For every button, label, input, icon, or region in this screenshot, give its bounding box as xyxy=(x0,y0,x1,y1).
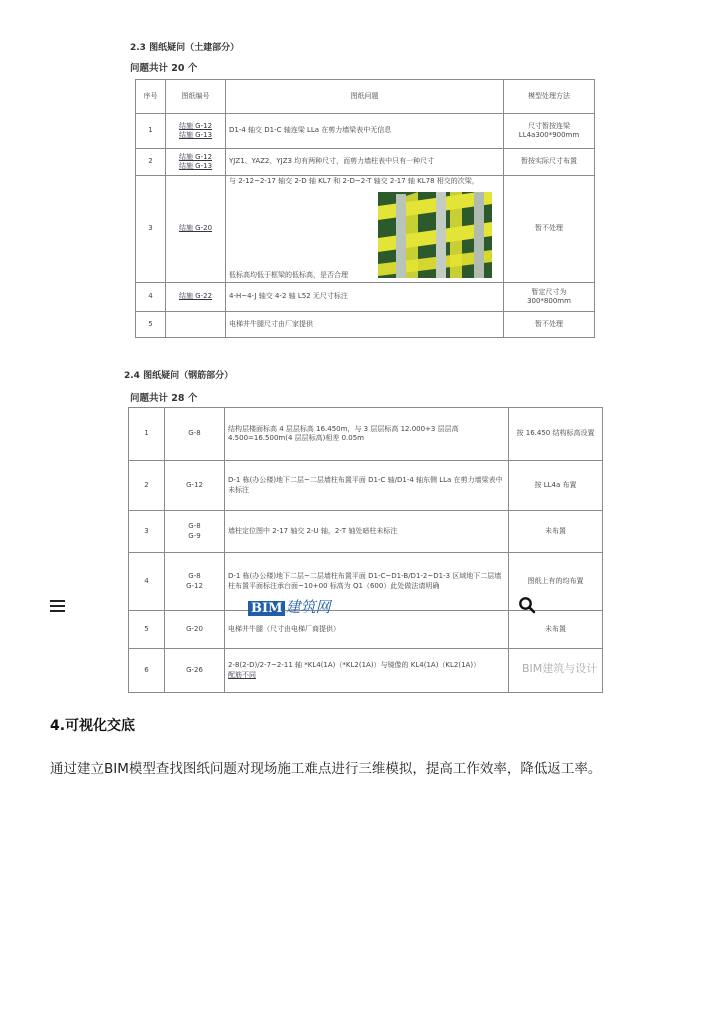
table-row xyxy=(129,611,603,649)
table-row xyxy=(129,461,603,511)
table-row xyxy=(136,283,595,312)
row-method: 图纸上有的均布置 xyxy=(509,553,603,611)
section-2-4-count: 问题共计 28 个 xyxy=(130,393,198,404)
row-issue: 电梯井牛腿（尺寸由电梯厂商提供） xyxy=(225,611,509,649)
watermark-text: BIM建筑与设计 xyxy=(522,662,598,675)
row-drawing: G-8 G-9 xyxy=(165,511,225,553)
table-row xyxy=(136,114,595,149)
row-drawing: G-26 xyxy=(165,649,225,693)
row-issue: 2-8(2-D)/2-7~2-11 轴 *KL4(1A)（*KL2(1A)）与镜像的 KL4(1A)（KL2(1A)） xyxy=(228,661,481,670)
col-header-issue: 图纸问题 xyxy=(226,80,504,114)
row-method: 按 16.450 结构标高设置 xyxy=(509,408,603,461)
section-2-3-title: 2.3 图纸疑问（土建部分） xyxy=(130,43,240,53)
table-row xyxy=(136,149,595,176)
row-method: 暂定尺寸为 300*800mm xyxy=(504,283,595,312)
row-issue: 墙柱定位图中 2-17 轴交 2-U 轴，2-T 轴处暗柱未标注 xyxy=(225,511,509,553)
row-drawing: G-20 xyxy=(165,611,225,649)
row-no: 1 xyxy=(136,114,166,149)
col-header-method: 模型处理方法 xyxy=(504,80,595,114)
section-4-heading: 4.可视化交底 xyxy=(50,718,136,734)
beam-model-graphic xyxy=(378,186,492,278)
row-method: 未布置 xyxy=(509,611,603,649)
row-no: 2 xyxy=(136,149,166,176)
row-no: 2 xyxy=(129,461,165,511)
row-no: 6 xyxy=(129,649,165,693)
row-issue-note: 低标高均低于框梁的低标高，是否合理 xyxy=(229,270,348,279)
row-no: 5 xyxy=(136,312,166,338)
hamburger-menu-icon[interactable] xyxy=(50,597,66,613)
section-2-3-count: 问题共计 20 个 xyxy=(130,63,198,74)
civil-issues-table xyxy=(135,79,595,338)
row-method: 暂不处理 xyxy=(504,312,595,338)
row-issue: D-1 栋(办公楼)地下二层~二层墙柱布置平面 D1-C 轴/D1-4 轴东侧 LLa 在剪力墙梁表中未标注 xyxy=(225,461,509,511)
table-row xyxy=(129,408,603,461)
row-method: 尺寸暂按连梁 LL4a300*900mm xyxy=(504,114,595,149)
col-header-no: 序号 xyxy=(136,80,166,114)
row-issue: 结构层楼面标高 4 层层标高 16.450m，与 3 层层标高 12.000+3 层层高 4.500=16.500m(4 层层标高)相差 0.05m xyxy=(225,408,509,461)
search-icon-graphic xyxy=(518,596,536,614)
row-no: 5 xyxy=(129,611,165,649)
row-issue: YJZ1、YAZ2、YJZ3 均有两种尺寸，而剪力墙柱表中只有一种尺寸 xyxy=(226,149,504,176)
row-method: 按 LL4a 布置 xyxy=(509,461,603,511)
beam-model-3d-image xyxy=(378,186,492,278)
section-2-4-title: 2.4 图纸疑问（钢筋部分） xyxy=(124,371,234,381)
row-drawing: G-8 xyxy=(165,408,225,461)
row-issue: 与 2-12~2-17 轴交 2-D 轴 KL7 和 2-D~2-T 轴交 2-17 轴 KL78 相交的次梁， xyxy=(229,177,479,185)
table-row xyxy=(129,511,603,553)
row-drawing: 结施 G-12 结施 G-13 xyxy=(166,114,226,149)
row-no: 4 xyxy=(136,283,166,312)
row-drawing: 结施 G-20 xyxy=(166,176,226,283)
row-drawing: G-8 G-12 xyxy=(165,553,225,611)
table-header-row xyxy=(136,80,595,114)
row-issue: 4-H~4-J 轴交 4-2 轴 L52 无尺寸标注 xyxy=(226,283,504,312)
col-header-drawing: 图纸编号 xyxy=(166,80,226,114)
row-drawing: 结施 G-22 xyxy=(166,283,226,312)
row-issue: 电梯井牛腿尺寸由厂家提供 xyxy=(226,312,504,338)
table-row xyxy=(136,312,595,338)
row-issue: D1-4 轴交 D1-C 轴连梁 LLa 在剪力墙梁表中无信息 xyxy=(226,114,504,149)
row-no: 3 xyxy=(136,176,166,283)
row-issue: D-1 栋(办公楼)地下二层~二层墙柱布置平面 D1-C~D1-B/D1-2~D1-3 区域地下二层墙柱布置平面标注承台面~10+00 标高为 Q1（600）此处做法请明确 xyxy=(225,553,509,611)
row-method: 未布置 xyxy=(509,511,603,553)
row-issue-note: 配筋不同 xyxy=(228,670,256,679)
row-method: 暂按实际尺寸布置 xyxy=(504,149,595,176)
rebar-issues-table xyxy=(128,407,603,693)
row-issue-cell xyxy=(225,649,509,693)
logo-text: 建筑网 xyxy=(285,598,331,616)
row-no: 4 xyxy=(129,553,165,611)
section-4-paragraph: 通过建立BIM模型查找图纸问题对现场施工难点进行三维模拟，提高工作效率，降低返工率。 xyxy=(50,761,602,777)
table-row xyxy=(136,176,595,283)
row-drawing: G-12 xyxy=(165,461,225,511)
row-no: 1 xyxy=(129,408,165,461)
logo-bim: BIM xyxy=(248,601,285,616)
row-drawing: 结施 G-12 结施 G-13 xyxy=(166,149,226,176)
search-icon[interactable] xyxy=(518,596,536,614)
site-logo[interactable] xyxy=(248,596,330,617)
row-no: 3 xyxy=(129,511,165,553)
row-method: 暂不处理 xyxy=(504,176,595,283)
row-drawing xyxy=(166,312,226,338)
